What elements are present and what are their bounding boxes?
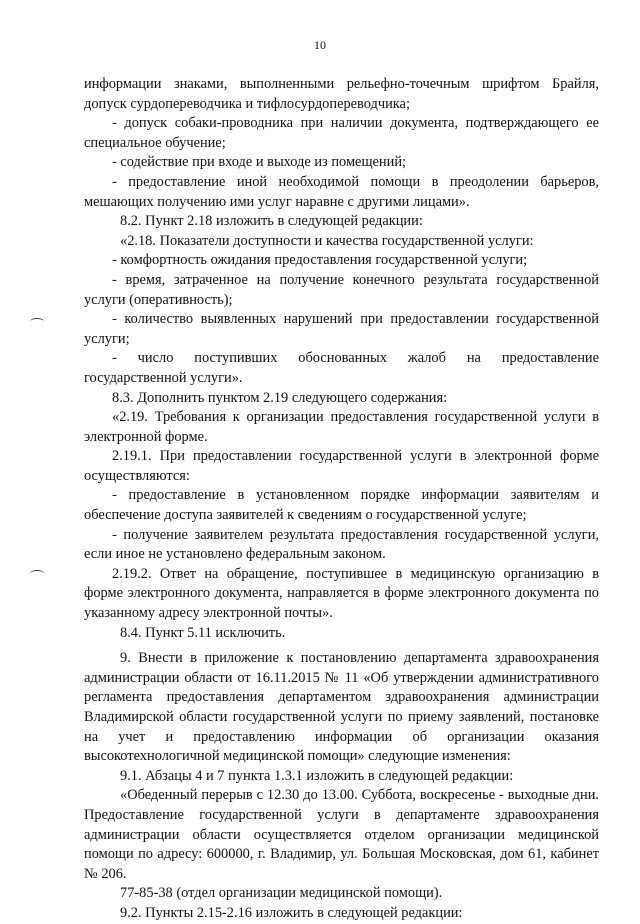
paragraph: 9.2. Пункты 2.15-2.16 изложить в следующей редакции: <box>120 904 463 921</box>
paragraph: - получение заявителем результата предоставления государственной услуги, если иное не установлено федеральным законом. <box>84 526 599 563</box>
margin-mark <box>30 318 44 325</box>
page-number: 10 <box>314 38 326 52</box>
paragraph: 9.1. Абзацы 4 и 7 пункта 1.3.1 изложить в следующей редакции: <box>120 767 514 784</box>
margin-mark <box>30 570 44 577</box>
paragraph: 9. Внести в приложение к постановлению департамента здравоохранения администрации области от 16.11.2015 № 11 «Об утверждении административного регламента предоставления департаментом здравоохранения администрации Владимирской области государственной услуги по приему заявлений, постановке на учет и предоставлению информации об организации оказания высокотехнологичной медицинской помощи» следующие изменения: <box>84 650 599 765</box>
paragraph: «2.19. Требования к организации предоставления государственной услуги в электронной форме. <box>84 409 599 445</box>
paragraph: «Обеденный перерыв с 12.30 до 13.00. Суббота, воскресенье - выходные дни. Предоставление государственной услуги в департаменте здравоохранения администрации области осуществляется отделом организации медицинской помощи по адресу: 600000, г. Владимир, ул. Большая Московская, дом 61, кабинет № 206. <box>84 787 599 882</box>
paragraph: информации знаками, выполненными рельефно-точечным шрифтом Брайля, допуск сурдопереводчика и тифлосурдопереводчика; <box>84 76 599 112</box>
document-body <box>84 75 599 924</box>
paragraph: 2.19.2. Ответ на обращение, поступившее в медицинскую организацию в форме электронного документа, направляется в форме электронного документа по указанному адресу электронной почты». <box>84 565 599 622</box>
paragraph: 77-85-38 (отдел организации медицинской помощи). <box>120 885 443 902</box>
paragraph: - предоставление иной необходимой помощи в преодолении барьеров, мешающих получению ими услуг наравне с другими лицами». <box>84 173 599 210</box>
paragraph: 2.19.1. При предоставлении государственной услуги в электронной форме осуществляются: <box>84 448 599 484</box>
paragraph: - количество выявленных нарушений при предоставлении государственной услуги; <box>84 311 599 347</box>
paragraph: 8.3. Дополнить пунктом 2.19 следующего содержания: <box>112 389 448 406</box>
paragraph: - допуск собаки-проводника при наличии документа, подтверждающего ее специальное обучение; <box>84 115 599 151</box>
paragraph: - время, затраченное на получение конечного результата государственной услуги (оперативность); <box>84 271 599 308</box>
paragraph: - комфортность ожидания предоставления государственной услуги; <box>112 252 528 269</box>
paragraph: - содействие при входе и выходе из помещений; <box>112 154 407 171</box>
paragraph: 8.2. Пункт 2.18 изложить в следующей редакции: <box>120 213 423 230</box>
paragraph: 8.4. Пункт 5.11 исключить. <box>120 624 286 641</box>
paragraph: - число поступивших обоснованных жалоб на предоставление государственной услуги». <box>84 350 599 386</box>
paragraph: - предоставление в установленном порядке информации заявителям и обеспечение доступа заявителей к сведениям о государственной услуге; <box>84 487 599 524</box>
paragraph: «2.18. Показатели доступности и качества государственной услуги: <box>120 232 534 249</box>
